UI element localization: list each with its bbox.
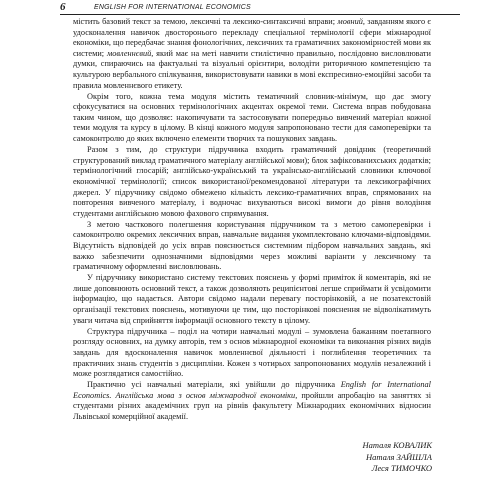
- body-paragraph: [73, 17, 431, 91]
- page-header: [60, 0, 460, 15]
- page-number: 6: [60, 1, 66, 13]
- body-paragraph: [73, 327, 431, 380]
- text-run: ських додатків; термінологічний глосарій; англійсько-український та українсько-англійський словники ключової економічної термінології; список використаної/рекомендованої літератури та лексикографічних джерел. У підручнику свідомо обмежено кількість лексико-граматичних вправ, спрямованих на повторення вивченого матеріалу, і водночас вихуваються високі вимоги до рівня володіння студентами англійською мовою фахового спрямування.: [73, 155, 431, 218]
- text-run: З метою часткового полегшення користування підручником та з метою самоперевірки і самоконтролю окремих лексичних вправ, навчальне видання укомплектовано ключами-відповідями. Відсутність відповідей до усіх вправ пояснюється системним підбором навчальних завдань, які важко забезпечити однозначними відповідями через можливі варіанти у лексичному та граматичному оформленні висловлювань.: [73, 219, 431, 272]
- author-name: Наталя КОВАЛИК: [362, 440, 432, 450]
- author-name: Наталя ЗАЙШЛА: [365, 451, 432, 462]
- body-paragraph: [73, 145, 431, 219]
- body-paragraph: [73, 92, 431, 145]
- text-run: Разом з тим, до структури підручника входить граматичний довідник (теоретичний структурований виклад граматичного матеріалу англійської мови); блок зафіксованих: [73, 145, 431, 165]
- body-paragraph: [73, 380, 431, 422]
- text-run: Окрім того, кожна тема модуля містить тематичний словник-мінімум, що дає змогу сфокусуватися на основних термінологічних акцентах окремої теми. Система вправ побудована таким чином, що дозволяє: накопичувати та застосовувати попередньо вивчений матеріал кожної теми модуля та курсу в цілому. В кінці кожного модуля запропоновано тести для самоперевірки та самоконтролю до яких включено елементи творчих та пошукових завдань.: [73, 91, 431, 144]
- text-run: Структура підручника – поділ на чотири навчальні модулі – зумовлена бажанням поетапного розгляду основних, на думку авторів, тем з основ міжнародної економіки та виконання різних видів завдань для вдосконалення навичок мовленнєвої діяльності і поглиблення теоретичних та практичних знань студентів з дисципліни. Кожен з чотирьох запропонованих модулів незалежний і може розглядатися самостійно.: [73, 326, 431, 379]
- text-run: , пройшли апробацію на заняттях зі студентами різних академічних груп на рівнів факультету Міжнародних економічних відносин Львівської комерційної академії.: [73, 390, 432, 421]
- italic-text: English for International Economics. Англійська мова з основ міжнародної економіки: [73, 380, 431, 400]
- author-signatures: [363, 440, 432, 475]
- running-title: ENGLISH FOR INTERNATIONAL ECONOMICS: [94, 4, 251, 11]
- text-run: містить базовий текст за темою, лексичні та лексико-синтаксичні вправи;: [73, 17, 338, 26]
- text-run: У підручнику використано систему текстових пояснень у формі приміток й коментарів, які не лише доповнюють основний текст, а також дозволяють реципієнтові легше сприймати й усвідомити інформацію, що надається. Автори свідомо надали перевагу посторінковій, а не позатекстовій організації текстових пояснень, мотивуючи це тим, що посторінкові пояснення не відволікатимуть уваги читача від сприйняття інформації основного тексту в цілому.: [73, 273, 431, 325]
- text-run: , який має на меті навчити стилістично правильно, послідовно висловлювати думки, спираючись на фактуальні та візуальні орієнтири, володіти риторичною компетенцією та культурою вербального спілкування, використовувати навики в мові експресивно-емоційні засоби та правила мовленнєвого етикету.: [73, 48, 431, 90]
- italic-text: мовленнєвий: [106, 48, 152, 58]
- body-paragraph: [73, 273, 431, 326]
- body-text: [73, 17, 431, 423]
- author-name: Леся ТИМОЧКО: [371, 463, 432, 473]
- italic-text: мовний: [337, 17, 363, 26]
- body-paragraph: [73, 220, 431, 273]
- text-run: Практично усі навчальні матеріали, які увійшли до підручника: [87, 380, 341, 390]
- text-run: , завданням якого є удосконалення навичок двосторонього перекладу спеціальної термінології сфери міжнародної економіки, що передбачає знання фонологічних, лексичних та граматичних закономірностей мови як системи;: [73, 17, 431, 58]
